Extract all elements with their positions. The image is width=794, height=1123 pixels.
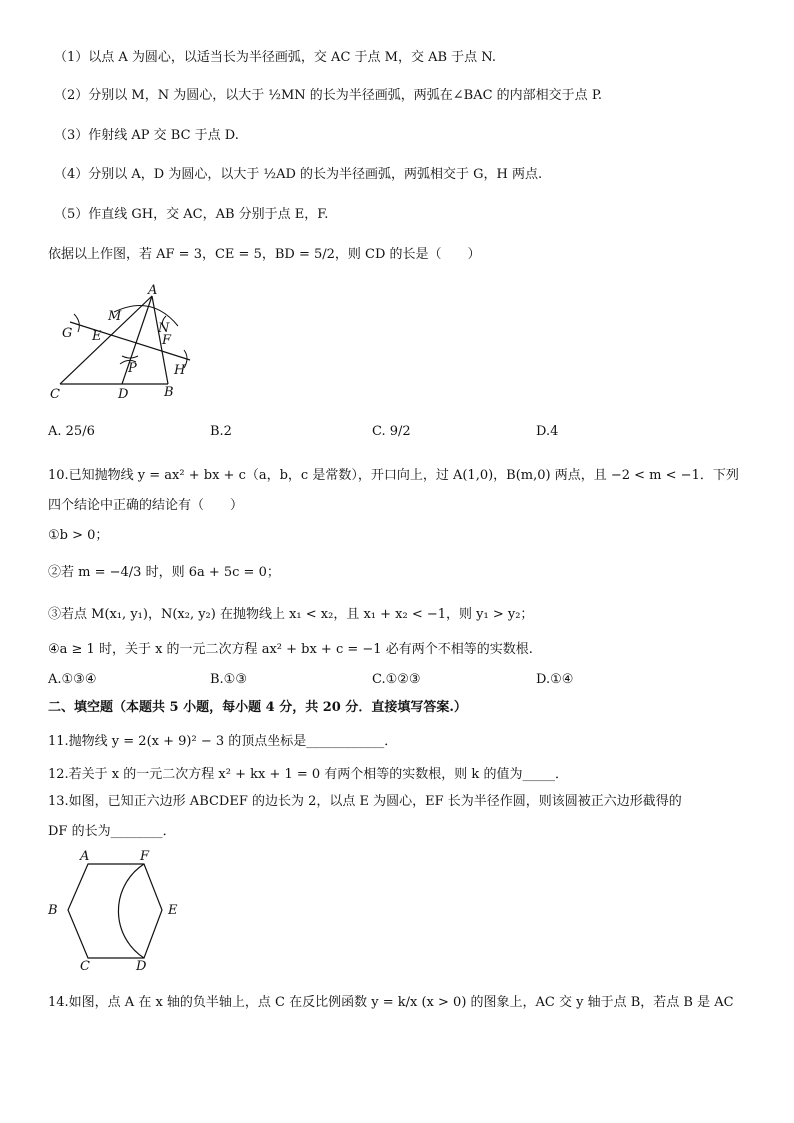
label-A: A: [80, 849, 90, 864]
section-2-heading: 二、填空题（本题共 5 小题，每小题 4 分，共 20 分．直接填写答案.）: [48, 700, 467, 715]
arc-DF: [118, 864, 144, 958]
label-N: N: [158, 321, 170, 336]
q9-step-1: （1）以点 A 为圆心，以适当长为半径画弧，交 AC 于点 M，交 AB 于点 N.: [54, 50, 496, 65]
q9-step-2: （2）分别以 M，N 为圆心，以大于 ½MN 的长为半径画弧，两弧在∠BAC 的内部相交于点 P.: [54, 88, 603, 103]
q13-hexagon-figure: [44, 846, 194, 976]
q10-conclusion-4: ④a ≥ 1 时，关于 x 的一元二次方程 ax² + bx + c = −1 必有两个不相等的实数根.: [48, 642, 533, 657]
q10-line-1: 10.已知抛物线 y = ax² + bx + c（a，b，c 是常数），开口向上，过 A(1,0)，B(m,0) 两点，且 −2 < m < −1．下列: [48, 468, 739, 483]
q10-option-b: B.①③: [210, 672, 247, 687]
q9-option-c: C. 9/2: [372, 424, 411, 439]
q9-step-3: （3）作射线 AP 交 BC 于点 D.: [54, 128, 239, 143]
q12: 12.若关于 x 的一元二次方程 x² + kx + 1 = 0 有两个相等的实数根，则 k 的值为_____．: [48, 767, 568, 782]
hexagon: [68, 864, 162, 958]
side-AC: [60, 296, 152, 384]
q11: 11.抛物线 y = 2(x + 9)² − 3 的顶点坐标是____________．: [48, 734, 398, 749]
label-B: B: [48, 903, 58, 918]
q9-question: 依据以上作图，若 AF = 3，CE = 5，BD = 5/2，则 CD 的长是（ ）: [48, 247, 481, 262]
label-D: D: [136, 959, 147, 974]
q9-step-5: （5）作直线 GH，交 AC，AB 分别于点 E，F.: [54, 207, 329, 222]
label-E: E: [92, 329, 102, 344]
q13-line-2: DF 的长为________．: [48, 824, 176, 839]
q9-step-4: （4）分别以 A，D 为圆心，以大于 ½AD 的长为半径画弧，两弧相交于 G，H 两点.: [54, 167, 543, 182]
q9-triangle-figure: [48, 282, 208, 402]
q10-conclusion-1: ①b > 0；: [48, 528, 109, 543]
label-D: D: [118, 387, 129, 402]
q10-option-c: C.①②③: [372, 672, 421, 687]
q10-option-d: D.①④: [536, 672, 574, 687]
q9-option-a: A. 25/6: [48, 424, 95, 439]
label-G: G: [62, 326, 73, 341]
q9-option-b: B.2: [210, 424, 232, 439]
q10-option-a: A.①③④: [48, 672, 97, 687]
label-M: M: [108, 309, 122, 324]
label-F: F: [140, 849, 150, 864]
q10-conclusion-2: ②若 m = −4/3 时，则 6a + 5c = 0；: [48, 565, 280, 580]
q13-line-1: 13.如图，已知正六边形 ABCDEF 的边长为 2，以点 E 为圆心，EF 长为半径作圆，则该圆被正六边形截得的: [48, 794, 682, 809]
q14: 14.如图，点 A 在 x 轴的负半轴上，点 C 在反比例函数 y = k/x (x > 0) 的图象上，AC 交 y 轴于点 B，若点 B 是 AC: [48, 995, 734, 1010]
line-GH: [70, 322, 190, 360]
label-F: F: [162, 333, 172, 348]
arc-P-1: [122, 356, 138, 358]
q9-option-d: D.4: [536, 424, 559, 439]
label-B: B: [164, 385, 174, 400]
label-C: C: [80, 959, 90, 974]
label-E: E: [168, 903, 178, 918]
label-P: P: [128, 361, 137, 376]
label-C: C: [50, 387, 60, 402]
q10-conclusion-3: ③若点 M(x₁, y₁)，N(x₂, y₂) 在抛物线上 x₁ < x₂，且 x₁ + x₂ < −1，则 y₁ > y₂；: [48, 607, 534, 622]
q10-line-2: 四个结论中正确的结论有（ ）: [48, 498, 244, 513]
label-A: A: [148, 283, 158, 298]
label-H: H: [174, 363, 186, 378]
